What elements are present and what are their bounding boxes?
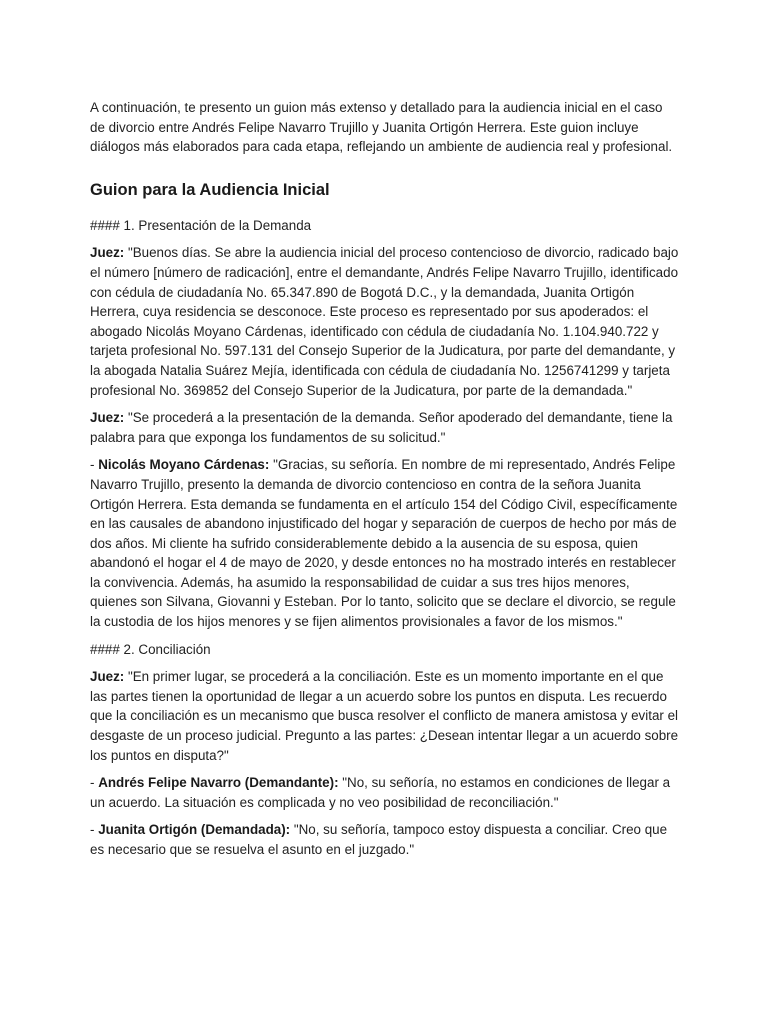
dialogue-text: "Buenos días. Se abre la audiencia inicial del proceso contencioso de divorcio, radicado bajo el número [número de radicación], entre el demandante, Andrés Felipe Navarro Trujillo, identificado con cédula de ciudadanía No. 65.347.890 de Bogotá D.C., y la demandada, Juanita Ortigón Herrera, cuya residencia se desconoce. Este proceso es representado por sus apoderados: el abogado Nicolás Moyano Cárdenas, identificado con cédula de ciudadanía No. 1.104.940.722 y tarjeta profesional No. 597.131 del Consejo Superior de la Judicatura, por parte del demandante, y la abogada Natalia Suárez Mejía, identificada con cédula de ciudadanía No. 1256741299 y tarjeta profesional No. 369852 del Consejo Superior de la Judicatura, por parte de la demandada." [90, 245, 679, 398]
dialogue-paragraph [90, 455, 680, 631]
section-title-conciliacion: #### 2. Conciliación [90, 641, 211, 657]
dialogue-paragraph [90, 820, 680, 859]
dialogue-text: "En primer lugar, se procederá a la conciliación. Este es un momento importante en el que las partes tienen la oportunidad de llegar a un acuerdo sobre los puntos en disputa. Les recuerdo que la conciliación es un mecanismo que busca resolver el conflicto de manera amistosa y evitar el desgaste de un proceso judicial. Pregunto a las partes: ¿Desean intentar llegar a un acuerdo sobre los puntos en disputa?" [90, 669, 679, 763]
speaker-name: Nicolás Moyano Cárdenas: [98, 457, 270, 473]
dialogue-text: "No, su señoría, no estamos en condiciones de llegar a un acuerdo. La situación es complicada y no veo posibilidad de reconciliación." [90, 775, 671, 810]
intro-paragraph: A continuación, te presento un guion más extenso y detallado para la audiencia inicial en el caso de divorcio entre Andrés Felipe Navarro Trujillo y Juanita Ortigón Herrera. Este guion incluye diálogos más elaborados para cada etapa, reflejando un ambiente de audiencia real y profesional. [90, 100, 673, 155]
dialogue-text: "Se procederá a la presentación de la demanda. Señor apoderado del demandante, tiene la palabra para que exponga los fundamentos de su solicitud." [90, 410, 673, 445]
dialogue-text: "Gracias, su señoría. En nombre de mi representado, Andrés Felipe Navarro Trujillo, presento la demanda de divorcio contencioso en contra de la señora Juanita Ortigón Herrera. Esta demanda se fundamenta en el artículo 154 del Código Civil, específicamente en las causales de abandono injustificado del hogar y separación de cuerpos de hecho por más de dos años. Mi cliente ha sufrido considerablemente debido a la ausencia de su esposa, quien abandonó el hogar el 4 de mayo de 2020, y desde entonces no ha mostrado interés en restablecer la convivencia. Además, ha asumido la responsabilidad de cuidar a sus tres hijos menores, quienes son Silvana, Giovanni y Esteban. Por lo tanto, solicito que se declare el divorcio, se regule la custodia de los hijos menores y se fijen alimentos provisionales a favor de los mismos." [90, 457, 678, 630]
dialogue-prefix: - [90, 775, 99, 791]
dialogue-paragraph [90, 243, 680, 400]
dialogue-text: "No, su señoría, tampoco estoy dispuesta a conciliar. Creo que es necesario que se resuelva el asunto en el juzgado." [90, 822, 668, 857]
dialogue-prefix: - [90, 822, 99, 838]
dialogue-paragraph [90, 773, 680, 812]
dialogue-paragraph [90, 667, 680, 765]
speaker-name: Juez: [90, 669, 125, 685]
speaker-name: Juez: [90, 410, 125, 426]
section-title-presentacion: #### 1. Presentación de la Demanda [90, 217, 312, 233]
document-heading: Guion para la Audiencia Inicial [90, 180, 330, 199]
speaker-name: Juanita Ortigón (Demandada): [98, 822, 291, 838]
speaker-name: Juez: [90, 245, 125, 261]
dialogue-paragraph [90, 408, 680, 447]
speaker-name: Andrés Felipe Navarro (Demandante): [98, 775, 339, 791]
document-page [90, 98, 680, 868]
dialogue-prefix: - [90, 457, 99, 473]
